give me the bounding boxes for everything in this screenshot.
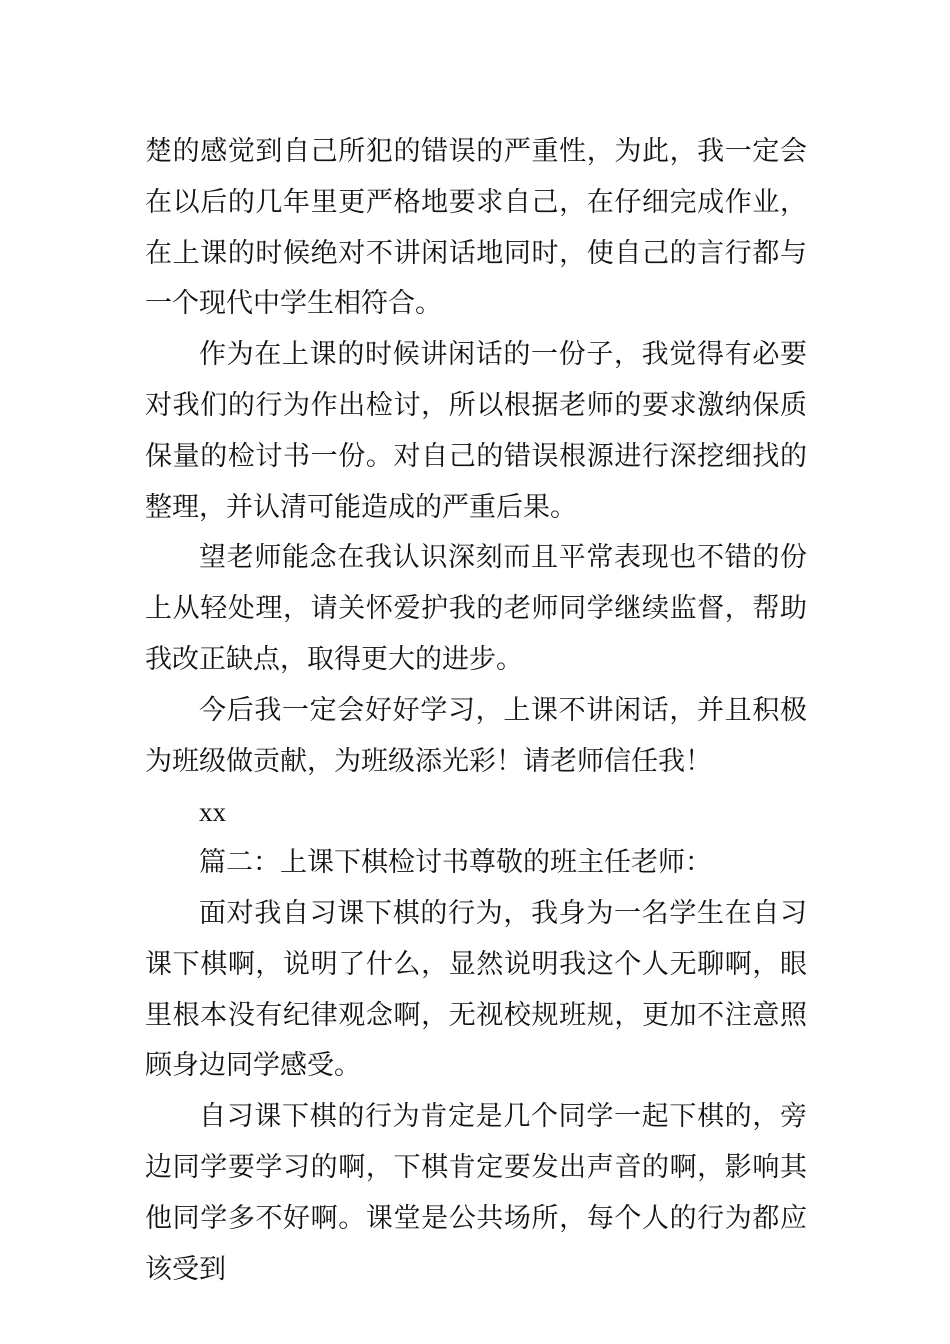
paragraph: 自习课下棋的行为肯定是几个同学一起下棋的，旁边同学要学习的啊，下棋肯定要发出声音的啊，影响其他同学多不好啊。课堂是公共场所，每个人的行为都应该受到 xyxy=(145,1101,807,1285)
document-body xyxy=(145,127,807,1295)
paragraph: 面对我自习课下棋的行为，我身为一名学生在自习课下棋啊，说明了什么，显然说明我这个人无聊啊，眼里根本没有纪律观念啊，无视校规班规，更加不注意照顾身边同学感受。 xyxy=(145,897,807,1082)
paragraph: 作为在上课的时候讲闲话的一份子，我觉得有必要对我们的行为作出检讨，所以根据老师的要求激纳保质保量的检讨书一份。对自己的错误根源进行深挖细找的整理，并认清可能造成的严重后果。 xyxy=(145,339,807,523)
paragraph: 望老师能念在我认识深刻而且平常表现也不错的份上从轻处理，请关怀爱护我的老师同学继续监督，帮助我改正缺点，取得更大的进步。 xyxy=(145,542,807,675)
paragraph-continuation: 楚的感觉到自己所犯的错误的严重性，为此，我一定会在以后的几年里更严格地要求自己，在仔细完成作业，在上课的时候绝对不讲闲话地同时，使自己的言行都与一个现代中学生相符合。 xyxy=(145,136,807,320)
section-heading: 篇二：上课下棋检讨书尊敬的班主任老师： xyxy=(199,847,712,879)
paragraph: 今后我一定会好好学习，上课不讲闲话，并且积极为班级做贡献，为班级添光彩！请老师信任我！ xyxy=(145,694,807,777)
signature: xx xyxy=(199,797,226,828)
